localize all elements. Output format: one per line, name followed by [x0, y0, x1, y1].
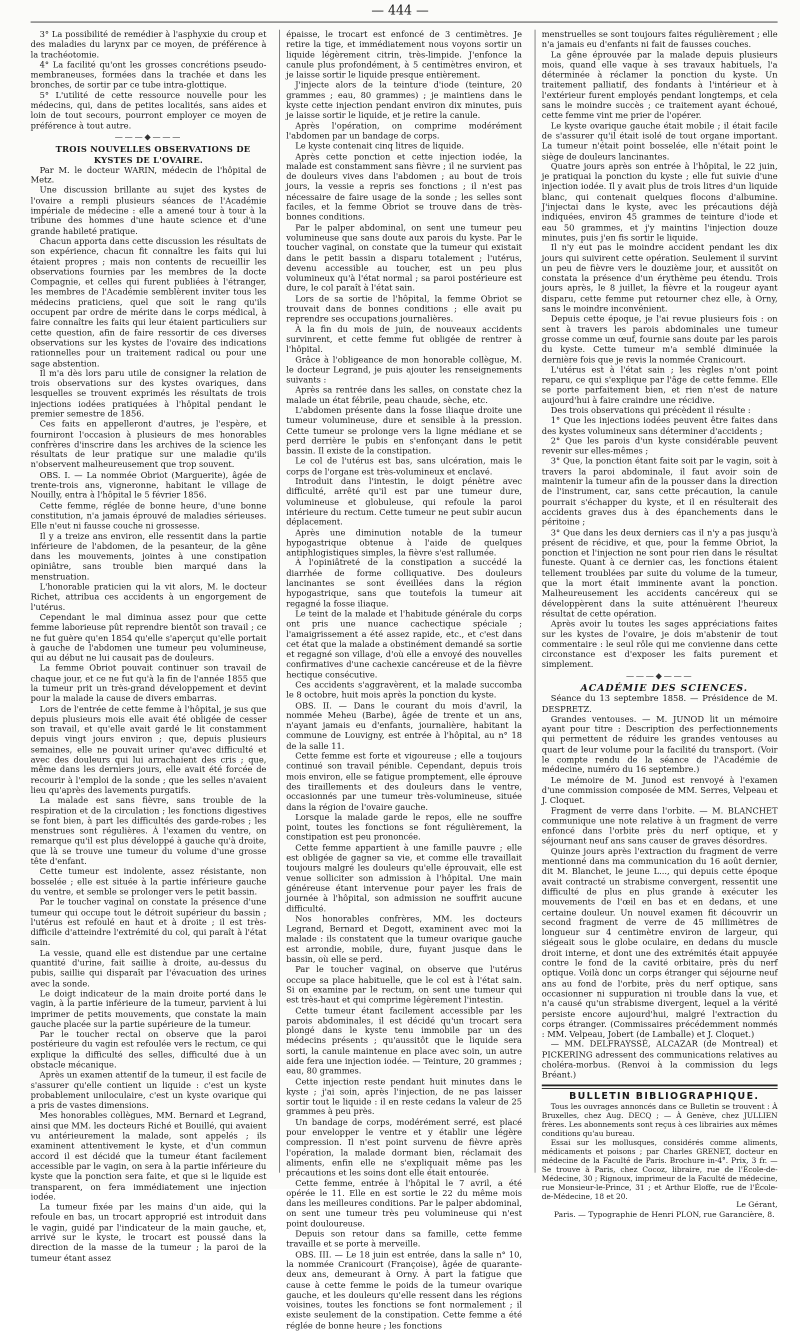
column-3: [541, 29, 778, 1220]
paragraph: Un bandage de corps, modérément serré, est placé pour envelopper le ventre et y établir une légère compression. Il n'est point survenu de fièvre après l'opération, la malade dormant bien, réclamait des aliments, enfin elle ne s'expliquait même pas les précautions et les soins dont elle était entourée.: [286, 1117, 522, 1179]
paragraph: Fragment de verre dans l'orbite. — M. BLANCHET communique une note relative à un fragment de verre enfoncé dans l'orbite près du nerf optique, et y séjournant neuf ans sans causer de graves désordres.: [541, 806, 778, 847]
paragraph: Chacun apporta dans cette discussion les résultats de son expérience, chacun fit connaître les faits qui lui étaient propres ; mais non contents de recueillir les observations fournies par les membres de la docte Compagnie, et celles qui furent publiées à l'étranger, les membres de l'Académie semblèrent inviter tous les médecins praticiens, quel que soit le rang qu'ils occupent par ordre de mérite dans le corps médical, à faire connaître les faits qui leur étaient particuliers sur cette question, afin de faire ressortir de ces diverses observations sur les kystes de l'ovaire des indications rationnelles pour un traitement radical ou pour une sage abstention.: [30, 236, 267, 369]
paragraph: L'honorable praticien qui la vit alors, M. le docteur Richet, attribua ces accidents à un engorgement de l'utérus.: [30, 582, 267, 613]
paragraph: Cette femme, entrée à l'hôpital le 7 avril, a été opérée le 11. Elle en est sortie le 22 du même mois dans les meilleures conditions. Par le palper abdominal, on sent une tumeur très peu volumineuse qui n'est point douloureuse.: [286, 1178, 522, 1230]
paragraph: Cependant le mal diminua assez pour que cette femme laborieuse pût reprendre bientôt son travail ; ce ne fut guère qu'en 1854 qu'elle s'aperçut qu'elle portait à gauche de l'abdomen une tumeur peu volumineuse, qui au début ne lui causait pas de douleurs.: [30, 612, 267, 664]
bulletin-rule: [542, 1084, 778, 1089]
paragraph: Le kyste contenait cinq litres de liquide.: [295, 141, 465, 152]
paragraph: La tumeur fixée par les mains d'un aide, qui la refoule en bas, un trocart approprié est introduit dans le vagin, guidé par l'indicateur de la main gauche, et, arrivé sur le kyste, le trocart est poussé dans la direction de la masse de la tumeur ; la paroi de la tumeur étant assez: [30, 1202, 267, 1264]
paragraph: 2° Que les parois d'un kyste considérable peuvent revenir sur elles-mêmes ;: [541, 436, 778, 457]
paragraph: L'abdomen présente dans la fosse iliaque droite une tumeur volumineuse, dure et sensible à la pression. Cette tumeur se prolonge vers la ligne médiane et se perd derrière le pubis en s'enfonçant dans le petit bassin. Il existe de la constipation.: [286, 405, 522, 457]
signer: Le Gérant,: [736, 1200, 778, 1210]
paragraph: 3° Que dans les deux derniers cas il n'y a pas jusqu'à présent de récidive, et que, pour la femme Obriot, la ponction et l'injection ne sont pour rien dans le résultat funeste. Quant à ce dernier cas, les fonctions étaient tellement troublées par suite du volume de la tumeur, que la mort était imminente avant la ponction. Malheureusement les accidents cancéreux qui se développèrent dans la suite atténuèrent l'heureux résultat de cette opération.: [541, 527, 778, 620]
column-separator: [279, 30, 280, 1173]
paragraph: Grâce à l'obligeance de mon honorable collègue, M. le docteur Legrand, je puis ajouter les renseignements suivants :: [286, 355, 522, 386]
paragraph: Introduit dans l'intestin, le doigt pénètre avec difficulté, arrêté qu'il est par une tumeur dure, volumineuse et globuleuse, qui refoule la paroi intérieure du rectum. Cette tumeur ne peut subir aucun déplacement.: [286, 477, 522, 528]
paragraph: Par le toucher rectal on observe que la paroi postérieure du vagin est refoulée vers le rectum, ce qui explique la difficulté des selles, difficulté due à un obstacle mécanique.: [30, 1029, 267, 1071]
paragraph: Lors de l'entrée de cette femme à l'hôpital, je sus que depuis plusieurs mois elle avait été obligée de cesser son travail, et qu'elle avait gardé le lit constamment depuis vingt jours environ ; que, depuis plusieurs semaines, elle ne pouvait uriner qu'avec difficulté et avec des douleurs qui lui arrachaient des cris ; que, même dans les derniers jours, elle avait été forcée de recourir à l'emploi de la sonde ; que les selles n'avaient lieu qu'après des lavements purgatifs.: [30, 704, 267, 796]
paragraph: Par le toucher vaginal, on observe que l'utérus occupe sa place habituelle, que le col est à l'état sain. Si on examine par le rectum, on sent une tumeur qui est très-haut et qui comprime légèrement l'intestin.: [286, 965, 522, 1006]
page-number: — 444 —: [371, 3, 429, 18]
paragraph: OBS. III. — Le 18 juin est entrée, dans la salle n° 10, la nommée Cranicourt (Françoise), âgée de quarante-deux ans, demeurant à Orny. À part la fatigue que cause à cette femme le poids de la tumeur ovarique gauche, et les douleurs qu'elle ressent dans les régions voisines, toutes les fonctions se font normalement ; il existe seulement de la constipation. Cette femme a été réglée de bonne heure ; les fonctions: [286, 1249, 522, 1331]
bulletin-heading: BULLETIN BIBLIOGRAPHIQUE.: [569, 1090, 760, 1102]
paragraph: épaisse, le trocart est enfoncé de 3 centimètres. Je retire la tige, et immédiatement nous voyons sortir un liquide légèrement citrin, très-limpide. J'enfonce la canule plus profondément, à 5 centimètres environ, et je laisse sortir le liquide presque entièrement.: [286, 29, 522, 81]
paragraph: L'utérus est à l'état sain ; les règles n'ont point reparu, ce qui s'explique par l'âge de cette femme. Elle se porte parfaitement bien, et rien n'est de nature aujourd'hui à faire craindre une récidive.: [541, 365, 778, 406]
printer-line: Paris. — Typographie de Henri PLON, rue Garancière, 8.: [553, 1210, 775, 1220]
paragraph: Après avoir lu toutes les sages appréciations faites sur les kystes de l'ovaire, je dois m'abstenir de tout commentaire : le seul rôle qui me convienne dans cette circonstance est d'exposer les faits purement et simplement.: [541, 619, 778, 670]
paragraph: Il m'a dès lors paru utile de consigner la relation de trois observations sur des kystes ovariques, dans lesquelles se trouvent exprimés les résultats de trois injections iodées pratiquées à l'hôpital pendant le premier semestre de 1856.: [30, 368, 267, 420]
bulletin-intro: Tous les ouvrages annoncés dans ce Bulletin se trouvent : À Bruxelles, chez Aug. DECQ ; — À Genève, chez JULLIEN frères. Les abonnements sont reçus à ces librairies aux mêmes conditions qu'au bureau.: [541, 1101, 778, 1138]
paragraph: 4° La facilité qu'ont les grosses concrétions pseudo-membraneuses, formées dans la trachée et dans les bronches, de sortir par ce tube intra-glottique.: [30, 60, 267, 91]
section-heading: ACADÉMIE DES SCIENCES.: [580, 683, 748, 694]
paragraph: Le doigt indicateur de la main droite porté dans le vagin, à la partie inférieure de la tumeur, parvient à lui imprimer de petits mouvements, que constate la main gauche placée sur la partie supérieure de la tumeur.: [30, 989, 267, 1030]
paragraph: Le teint de la malade et l'habitude générale du corps ont pris une nuance cachectique spéciale ; l'amaigrissement a été assez rapide, etc., et c'est dans cet état que la malade a obstinément demandé sa sortie et regagné son village, d'où elle a envoyé des nouvelles confirmatives d'une cachexie cancéreuse et de la fièvre hectique consécutive.: [286, 609, 522, 681]
paragraph: Mes honorables collègues, MM. Bernard et Legrand, ainsi que MM. les docteurs Riché et Bouillé, qui avaient vu antérieurement la malade, sont appelés ; ils examinent attentivement le kyste, et d'un commun accord il est décidé que la tumeur étant facilement accessible par le vagin, on sera à la partie inférieure du kyste que la ponction sera faite, et que si le liquide est transparent, on fera immédiatement une injection iodée.: [30, 1111, 267, 1203]
paragraph: OBS. I. — La nommée Obriot (Marguerite), âgée de trente-trois ans, vigneronne, habitant le village de Nouilly, entra à l'hôpital le 5 février 1856.: [30, 470, 267, 501]
paragraph: Cette femme est forte et vigoureuse ; elle a toujours continué son travail pénible. Cependant, depuis trois mois environ, elle se fatigue promptement, elle éprouve des tiraillements et des douleurs dans le ventre, occasionnés par une tumeur très-volumineuse, située dans la région de l'ovaire gauche.: [286, 751, 522, 813]
paragraph: La gêne éprouvée par la malade depuis plusieurs mois, quand elle vaque à ses travaux habituels, l'a déterminée à réclamer la ponction du kyste. Un traitement palliatif, des fondants à l'intérieur et à l'extérieur furent employés pendant longtemps, et cela sans le moindre succès ; ce traitement ayant échoué, cette femme vint me prier de l'opérer.: [541, 50, 778, 121]
paragraph: La malade est sans fièvre, sans trouble de la respiration et de la circulation ; les fonctions digestives se font bien, à part les difficultés des garde-robes ; les menstrues sont régulières. À l'examen du ventre, on remarque qu'il est plus développé à gauche qu'à droite, que là se trouve une tumeur du volume d'une grosse tête d'enfant.: [30, 795, 267, 867]
paragraph: 5° L'utilité de cette ressource nouvelle pour les médecins, qui, dans de petites localités, sans aides et loin de tout secours, pourront employer ce moyen de préférence à tout autre.: [30, 90, 267, 132]
article-heading: TROIS NOUVELLES OBSERVATIONS DE KYSTES DE L'OVAIRE.: [55, 145, 251, 166]
top-rule: [31, 22, 778, 23]
paragraph: Cette tumeur est indolente, assez résistante, non bosselée ; elle est située à la partie inférieure gauche du ventre, et semble se prolonger vers le petit bassin.: [30, 867, 267, 898]
paragraph: Cette tumeur étant facilement accessible par les parois abdominales, il est décidé qu'un trocart sera plongé dans le kyste tenu immobile par un des médecins présents ; qu'aussitôt que le liquide sera sorti, la canule maintenue en place avec soin, un autre aide fera une injection iodée. — Teinture, 20 grammes ; eau, 80 grammes.: [286, 1005, 522, 1077]
paragraph: Le col de l'utérus est bas, sans ulcération, mais le corps de l'organe est très-volumineux et enclavé.: [286, 456, 522, 477]
paragraph: Ces accidents s'aggravèrent, et la malade succomba le 8 octobre, huit mois après la ponction du kyste.: [286, 680, 522, 701]
column-2: [286, 29, 522, 1331]
paragraph: Il n'y eut pas le moindre accident pendant les dix jours qui suivirent cette opération. Seulement il survint un peu de fièvre vers le douzième jour, et aussitôt on constata la présence d'un érythème peu étendu. Trois jours après, le 8 juillet, la fièvre et la rougeur ayant disparu, cette femme put retourner chez elle, à Orny, sans le moindre inconvénient.: [541, 243, 778, 315]
paragraph: Il y a treize ans environ, elle ressentit dans la partie inférieure de l'abdomen, de la pesanteur, de la gêne dans les mouvements, jointes à une constipation opiniâtre, sans trouble bien marqué dans la menstruation.: [30, 531, 267, 583]
paragraph: Par le toucher vaginal on constate la présence d'une tumeur qui occupe tout le détroit supérieur du bassin ; l'utérus est refoulé en haut et à droite ; il est très-difficile d'atteindre l'extrémité du col, qui paraît à l'état sain.: [30, 897, 267, 949]
column-1: [30, 29, 267, 1264]
paragraph: À la fin du mois de juin, de nouveaux accidents survinrent, et cette femme fut obligée de rentrer à l'hôpital.: [286, 324, 522, 355]
paragraph: Après un examen attentif de la tumeur, il est facile de s'assurer qu'elle contient un liquide : c'est un kyste probablement uniloculaire, c'est un kyste ovarique qui a pris de vastes dimensions.: [30, 1070, 267, 1111]
paragraph: Lors de sa sortie de l'hôpital, la femme Obriot se trouvait dans de bonnes conditions ; elle avait pu reprendre ses occupations journalières.: [286, 294, 522, 325]
column-separator: [535, 30, 536, 1173]
paragraph: Cette femme, réglée de bonne heure, d'une bonne constitution, n'a jamais éprouvé de maladies sérieuses. Elle n'eut ni fausse couche ni grossesse.: [30, 500, 267, 532]
paragraph: Après une diminution notable de la tumeur hypogastrique obtenue à l'aide de quelques antiphlogistiques simples, la fièvre s'est rallumée.: [286, 527, 522, 559]
paragraph: Une discussion brillante au sujet des kystes de l'ovaire a rempli plusieurs séances de l'Académie impériale de médecine : elle a amené tour à tour à la tribune des hommes d'une haute science et d'une grande habileté pratique.: [30, 185, 267, 237]
paragraph: Cette femme appartient à une famille pauvre ; elle est obligée de gagner sa vie, et comme elle travaillait toujours malgré les douleurs qu'elle éprouvait, elle est venue solliciter son admission à l'hôpital. Une main généreuse étant intervenue pour payer les frais de journée à l'hôpital, son admission ne souffrit aucune difficulté.: [286, 843, 522, 914]
paragraph: J'injecte alors de la teinture d'iode (teinture, 20 grammes ; eau, 80 grammes) ; je maintiens dans le kyste cette injection pendant environ dix minutes, puis je laisse sortir le liquide, et je retire la canule.: [286, 80, 522, 121]
paragraph: Le mémoire de M. Junod est renvoyé à l'examen d'une commission composée de MM. Serres, Velpeau et J. Cloquet.: [541, 775, 778, 806]
paragraph: La vessie, quand elle est distendue par une certaine quantité d'urine, fait saillie à droite, au-dessus du pubis, saillie qui disparaît par l'évacuation des urines avec la sonde.: [30, 948, 267, 989]
paragraph: Grandes ventouses. — M. JUNOD lit un mémoire ayant pour titre : Description des perfectionnements qui permettent de réduire les grandes ventouses au quart de leur volume pour la facilité du transport. (Voir le compte rendu de la séance de l'Académie de médecine, numéro du 16 septembre.): [541, 714, 778, 776]
paragraph: Après cette ponction et cette injection iodée, la malade est constamment sans fièvre ; il ne survient pas de douleurs vives dans l'abdomen ; au bout de trois jours, la vessie a repris ses fonctions ; il n'est pas nécessaire de faire usage de la sonde ; les selles sont faciles, et la femme Obriot se trouve dans de très-bonnes conditions.: [286, 151, 522, 223]
paragraph: Après sa rentrée dans les salles, on constate chez la malade un état fébrile, peau chaude, sèche, etc.: [286, 385, 522, 406]
paragraph: — MM. DELFRAYSSÉ, ALCAZAR (de Montreal) et PICKERING adressent des communications relatives au choléra-morbus. (Renvoi à la commission du legs Bréant.): [541, 1039, 778, 1081]
paragraph: 1° Que les injections iodées peuvent être faites dans des kystes volumineux sans déterminer d'accidents ;: [541, 416, 778, 437]
paragraph: Par le palper abdominal, on sent une tumeur peu volumineuse que sans doute aux parois du kyste. Par le toucher vaginal, on constate que la tumeur qui existait dans le petit bassin a disparu totalement ; l'utérus, devenu accessible au toucher, est un peu plus volumineux qu'à l'état normal ; sa paroi postérieure est dure, le col paraît à l'état sain.: [286, 222, 522, 294]
paragraph: menstruelles se sont toujours faites régulièrement ; elle n'a jamais eu d'enfants ni fait de fausses couches.: [541, 29, 778, 50]
paragraph: Le kyste ovarique gauche était mobile ; il était facile de s'assurer qu'il était isolé de tout organe important. La tumeur n'était point bosselée, elle n'était point le siège de douleurs lancinantes.: [541, 121, 778, 162]
paragraph: Depuis son retour dans sa famille, cette femme travaille et se porte à merveille.: [286, 1229, 522, 1250]
paragraph: Cette injection reste pendant huit minutes dans le kyste ; j'ai soin, après l'injection, de ne pas laisser sortir tout le liquide : il en reste cedans la valeur de 25 grammes à peu près.: [286, 1076, 522, 1118]
ornament-divider: ———◆———: [625, 672, 694, 682]
bulletin-entry: Essai sur les mollusques, considérés comme aliments, médicaments et poisons ; par Charles GRENET, docteur en médecine de la Faculté de Paris. Brochure in-4°. Prix, 3 fr. — Se trouve à Paris, chez Cocoz, libraire, rue de l'École-de-Médecine, 30 ; Rignoux, imprimeur de la Faculté de médecine, rue Monsieur-le-Prince, 31 ; et Arthur Eloffe, rue de l'École-de-Médecine, 18 et 20.: [541, 1137, 778, 1201]
paragraph: 3° La possibilité de remédier à l'asphyxie du croup et des maladies du larynx par ce moyen, de préférence à la trachéotomie.: [30, 29, 267, 60]
paragraph: La femme Obriot pouvait continuer son travail de chaque jour, et ce ne fut qu'à la fin de l'année 1855 que la tumeur prit un très-grand développement et devint pour la malade la cause de divers embarras.: [30, 663, 267, 705]
paragraph: Depuis cette époque, je l'ai revue plusieurs fois : on sent à travers les parois abdominales une tumeur grosse comme un œuf, fournie sans doute par les parois du kyste. Cette tumeur m'a semblé diminuée la dernière fois que je revis la nommée Cranicourt.: [541, 314, 778, 365]
paragraph: Lorsque la malade garde le repos, elle ne souffre point, toutes les fonctions se font régulièrement, la constipation est peu prononcée.: [286, 812, 522, 843]
paragraph: 3° Que, la ponction étant faite soit par le vagin, soit à travers la paroi abdominale, il faut avoir soin de maintenir la tumeur afin de la pousser dans la direction de l'instrument, car, sans cette précaution, la canule pourrait s'échapper du kyste, et il en résulterait des accidents graves dus à des épanchements dans le péritoine ;: [541, 456, 778, 528]
paragraph: Quatre jours après son entrée à l'hôpital, le 22 juin, je pratiquai la ponction du kyste ; elle fut suivie d'une injection iodée. Il y avait plus de trois litres d'un liquide blanc, qui contenait quelques flocons d'albumine. J'injectai dans le kyste, avec les précautions déjà indiquées, environ 45 grammes de teinture d'iode et eau 50 grammes, et j'y maintins l'injection douze minutes, puis j'en fis sortir le liquide.: [541, 161, 778, 243]
paragraph: Ces faits en appelleront d'autres, je l'espère, et fourniront l'occasion à plusieurs de mes honorables confrères d'inscrire dans les archives de la science les résultats de leur pratique sur une maladie qu'ils n'observent malheureusement que trop souvent.: [30, 419, 267, 471]
byline: Par M. le docteur WARIN, médecin de l'hôpital de Metz.: [30, 165, 267, 186]
ornament-divider: ———◆———: [114, 133, 183, 143]
paragraph: Nos honorables confrères, MM. les docteurs Legrand, Bernard et Degott, examinent avec moi la malade : ils constatent que la tumeur ovarique gauche est arrondie, mobile, dure, fuyant jusque dans le bassin, où elle se perd.: [286, 914, 522, 965]
session-line: Séance du 13 septembre 1858. — Présidence de M. DESPRETZ.: [541, 694, 778, 715]
paragraph: Quinze jours après l'extraction du fragment de verre mentionné dans ma communication du 16 août dernier, dit M. Blanchet, le jeune L..., qui depuis cette époque avait contracté un strabisme convergent, ressentit une difficulté de plus en plus grande à exécuter les mouvements de l'œil en bas et en dedans, et une certaine douleur. Un nouvel examen fit découvrir un second fragment de verre de 45 millimètres de longueur sur 4 centimètre environ de largeur, qui siégeait sous le globe oculaire, en dedans du muscle droit interne, et dont une des extrémités était appuyée contre le fond de la cavité orbitaire, près du nerf optique. Voilà donc un corps étranger qui séjourne neuf ans au fond de l'orbite, près du nerf optique, sans occasionner ni suppuration ni trouble dans la vue, et n'a causé qu'un strabisme divergent, lequel a la vérité persiste encore aujourd'hui, malgré l'extraction du corps étranger. (Commissaires précédemment nommés : MM. Velpeau, Jobert (de Lamballe) et J. Cloquet.): [541, 846, 778, 1040]
paragraph: Des trois observations qui précèdent il résulte :: [550, 405, 751, 416]
paragraph: À l'opiniâtreté de la constipation a succédé la diarrhée de forme colliquative. Des douleurs lancinantes se sont éveillées dans la région hypogastrique, sans que toutefois la tumeur ait regagné la fosse iliaque.: [286, 558, 522, 609]
paragraph: OBS. II. — Dans le courant du mois d'avril, la nommée Meheu (Barbe), âgée de trente et un ans, n'ayant jamais eu d'enfants, journalière, habitant la commune de Louvigny, est entrée à l'hôpital, au n° 18 de la salle 11.: [286, 700, 522, 752]
paragraph: Après l'opération, on comprime modérément l'abdomen par un bandage de corps.: [286, 121, 522, 142]
